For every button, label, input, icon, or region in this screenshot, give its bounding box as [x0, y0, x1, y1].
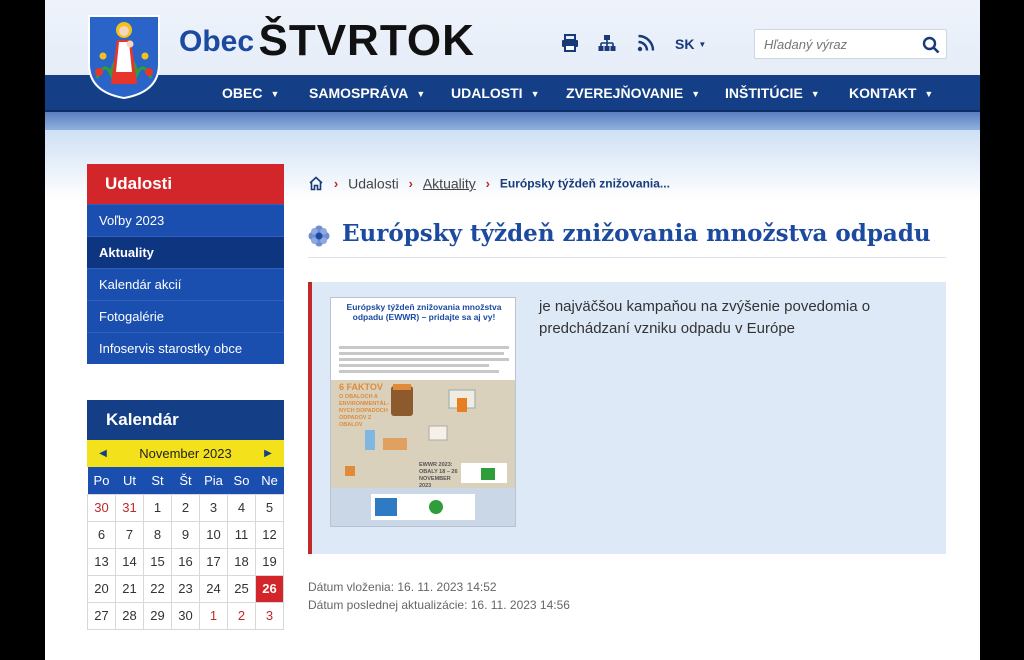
nav-item-samosprava[interactable] — [309, 75, 425, 112]
search-input[interactable] — [755, 30, 915, 58]
sidebar-item-kalendar-akcii[interactable]: Kalendár akcií — [87, 268, 284, 300]
nav-item-kontakt[interactable] — [849, 75, 933, 112]
weekday-label: So — [228, 467, 256, 494]
chevron-down-icon: ▼ — [270, 89, 280, 99]
weekday-label: Pia — [200, 467, 228, 494]
weekday-label: Št — [172, 467, 200, 494]
flower-icon — [308, 225, 330, 247]
calendar-day[interactable]: 25 — [228, 575, 256, 602]
language-selector[interactable] — [675, 36, 706, 52]
main-nav — [45, 75, 980, 112]
calendar-day-today[interactable]: 26 — [256, 575, 284, 602]
calendar-day[interactable]: 4 — [228, 494, 256, 521]
calendar-day[interactable]: 31 — [116, 494, 144, 521]
calendar-weekday-row — [88, 467, 284, 494]
chevron-right-icon[interactable]: ▶ — [264, 448, 272, 459]
calendar-day[interactable]: 30 — [172, 602, 200, 629]
article-box — [308, 282, 946, 554]
calendar-day[interactable]: 12 — [256, 521, 284, 548]
nav-item-label: OBEC — [222, 85, 263, 101]
calendar-day[interactable]: 20 — [88, 575, 116, 602]
chevron-right-icon: › — [485, 175, 490, 191]
article-meta — [308, 578, 570, 614]
calendar-day[interactable]: 11 — [228, 521, 256, 548]
calendar-day[interactable]: 1 — [144, 494, 172, 521]
infographic-facts-subtitle: O OBALOCH A ENVIRONMENTÁL-NYCH DOPADOCH ODPADOV Z OBALOV — [339, 394, 389, 428]
chevron-down-icon: ▼ — [691, 89, 701, 99]
calendar-day[interactable]: 7 — [116, 521, 144, 548]
calendar-day[interactable]: 2 — [228, 602, 256, 629]
print-icon[interactable] — [561, 34, 579, 52]
calendar-day[interactable]: 28 — [116, 602, 144, 629]
nav-item-label: UDALOSTI — [451, 85, 523, 101]
weekday-label: St — [144, 467, 172, 494]
site-title[interactable] — [179, 16, 475, 66]
breadcrumb-item[interactable]: Aktuality — [422, 175, 476, 192]
calendar-day[interactable]: 22 — [144, 575, 172, 602]
chevron-right-icon: › — [333, 175, 339, 191]
calendar-day[interactable]: 16 — [172, 548, 200, 575]
calendar-day[interactable]: 5 — [256, 494, 284, 521]
header-banner — [45, 112, 980, 130]
date-created: Dátum vloženia: 16. 11. 2023 14:52 — [308, 580, 497, 594]
calendar-day[interactable]: 15 — [144, 548, 172, 575]
calendar-month-label: November 2023 — [139, 446, 232, 461]
nav-item-udalosti[interactable] — [451, 75, 539, 112]
sitemap-icon[interactable] — [598, 34, 616, 52]
calendar-week-row — [88, 548, 284, 575]
calendar-day[interactable]: 13 — [88, 548, 116, 575]
calendar-widget — [87, 400, 284, 630]
page-title-row — [308, 220, 946, 258]
nav-item-label: KONTAKT — [849, 85, 917, 101]
chevron-left-icon[interactable]: ◀ — [99, 448, 107, 459]
rss-icon[interactable] — [637, 34, 655, 52]
sidebar-menu — [87, 164, 284, 364]
calendar-day[interactable]: 29 — [144, 602, 172, 629]
nav-item-obec[interactable] — [222, 75, 279, 112]
calendar-day[interactable]: 2 — [172, 494, 200, 521]
calendar-day[interactable]: 9 — [172, 521, 200, 548]
coat-of-arms-logo[interactable] — [85, 12, 163, 100]
calendar-week-row — [88, 602, 284, 629]
calendar-day[interactable]: 3 — [256, 602, 284, 629]
sidebar-item-infoservis[interactable]: Infoservis starostky obce — [87, 332, 284, 364]
breadcrumb — [308, 174, 670, 192]
nav-item-institucie[interactable] — [725, 75, 820, 112]
sidebar-heading: Udalosti — [87, 164, 284, 204]
calendar-week-row — [88, 575, 284, 602]
weekday-label: Ne — [256, 467, 284, 494]
calendar-day[interactable]: 19 — [256, 548, 284, 575]
chevron-down-icon: ▼ — [416, 89, 426, 99]
calendar-day[interactable]: 17 — [200, 548, 228, 575]
weekday-label: Po — [88, 467, 116, 494]
date-updated: Dátum poslednej aktualizácie: 16. 11. 2023 14:56 — [308, 598, 570, 612]
calendar-day[interactable]: 1 — [200, 602, 228, 629]
chevron-right-icon: › — [408, 175, 413, 191]
chevron-down-icon: ▼ — [810, 89, 820, 99]
weekday-label: Ut — [116, 467, 144, 494]
calendar-day[interactable]: 27 — [88, 602, 116, 629]
calendar-grid — [87, 467, 284, 630]
article-image[interactable] — [330, 297, 516, 527]
sidebar-item-aktuality[interactable]: Aktuality — [87, 236, 284, 268]
home-icon[interactable] — [308, 176, 324, 191]
calendar-month-bar — [87, 440, 284, 467]
page-title: Európsky týždeň znižovania množstva odpadu — [342, 220, 931, 247]
calendar-day[interactable]: 24 — [200, 575, 228, 602]
language-label: SK — [675, 36, 695, 52]
breadcrumb-current: Európsky týždeň znižovania... — [499, 176, 670, 191]
search-icon[interactable] — [922, 36, 940, 54]
calendar-day[interactable]: 18 — [228, 548, 256, 575]
calendar-day[interactable]: 23 — [172, 575, 200, 602]
page — [45, 0, 980, 660]
calendar-day[interactable]: 3 — [200, 494, 228, 521]
calendar-day[interactable]: 30 — [88, 494, 116, 521]
chevron-down-icon: ▼ — [698, 40, 707, 49]
calendar-day[interactable]: 6 — [88, 521, 116, 548]
calendar-week-row — [88, 494, 284, 521]
sidebar-item-fotogalerie[interactable]: Fotogalérie — [87, 300, 284, 332]
site-title-main: ŠTVRTOK — [258, 16, 475, 65]
nav-item-zverejnovanie[interactable] — [566, 75, 700, 112]
search-box — [754, 29, 947, 59]
infographic-headline: Európsky týždeň znižovania množstva odpadu (EWWR) – pridajte sa aj vy! — [346, 302, 502, 322]
infographic-facts-title: 6 FAKTOV — [339, 382, 383, 392]
calendar-day[interactable]: 14 — [116, 548, 144, 575]
chevron-down-icon: ▼ — [530, 89, 540, 99]
breadcrumb-item[interactable]: Udalosti — [348, 175, 399, 192]
nav-item-label: INŠTITÚCIE — [725, 85, 803, 101]
site-title-prefix: Obec — [179, 25, 255, 58]
calendar-day[interactable]: 10 — [200, 521, 228, 548]
chevron-down-icon: ▼ — [924, 89, 934, 99]
calendar-heading: Kalendár — [87, 400, 284, 440]
nav-item-label: ZVEREJŇOVANIE — [566, 85, 684, 101]
calendar-week-row — [88, 521, 284, 548]
calendar-day[interactable]: 8 — [144, 521, 172, 548]
calendar-day[interactable]: 21 — [116, 575, 144, 602]
infographic-footer: EWWR 2023: OBALY 18 – 26 NOVEMBER 2023 — [419, 462, 458, 489]
sidebar-item-volby[interactable]: Voľby 2023 — [87, 204, 284, 236]
article-text: je najväčšou kampaňou na zvýšenie povedomia o predchádzaní vzniku odpadu v Európe — [539, 298, 871, 337]
nav-item-label: SAMOSPRÁVA — [309, 85, 409, 101]
